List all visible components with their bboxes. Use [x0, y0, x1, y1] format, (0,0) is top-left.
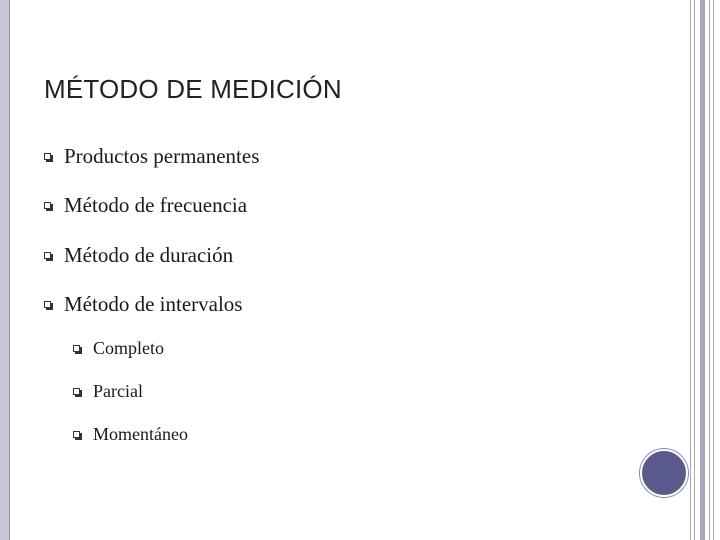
sub-bullet-label: Completo — [93, 338, 164, 358]
square-bullet-icon — [44, 153, 52, 161]
sub-bullet-label: Momentáneo — [93, 424, 188, 444]
left-border-line — [9, 0, 10, 540]
square-bullet-icon — [73, 431, 81, 439]
square-bullet-icon — [44, 301, 52, 309]
square-bullet-icon — [44, 252, 52, 260]
bullet-item-metodo-duracion — [44, 243, 233, 268]
bullet-label: Método de intervalos — [64, 292, 243, 316]
square-bullet-icon — [44, 202, 52, 210]
square-bullet-icon — [73, 388, 81, 396]
bullet-item-metodo-frecuencia — [44, 193, 247, 218]
slide-title: MÉTODO DE MEDICIÓN — [44, 74, 342, 104]
bullet-item-metodo-intervalos — [44, 292, 242, 317]
sub-bullet-label: Parcial — [93, 381, 143, 401]
sub-bullet-item-parcial — [73, 381, 143, 402]
bullet-item-productos-permanentes — [44, 144, 259, 169]
sub-bullet-item-momentaneo — [73, 424, 188, 445]
sub-bullet-item-completo — [73, 338, 164, 359]
bullet-label: Método de duración — [64, 243, 234, 267]
circle-decoration — [640, 449, 688, 497]
square-bullet-icon — [73, 345, 81, 353]
left-border-bar — [0, 0, 9, 540]
bullet-label: Productos permanentes — [64, 144, 260, 168]
bullet-label: Método de frecuencia — [64, 193, 248, 217]
